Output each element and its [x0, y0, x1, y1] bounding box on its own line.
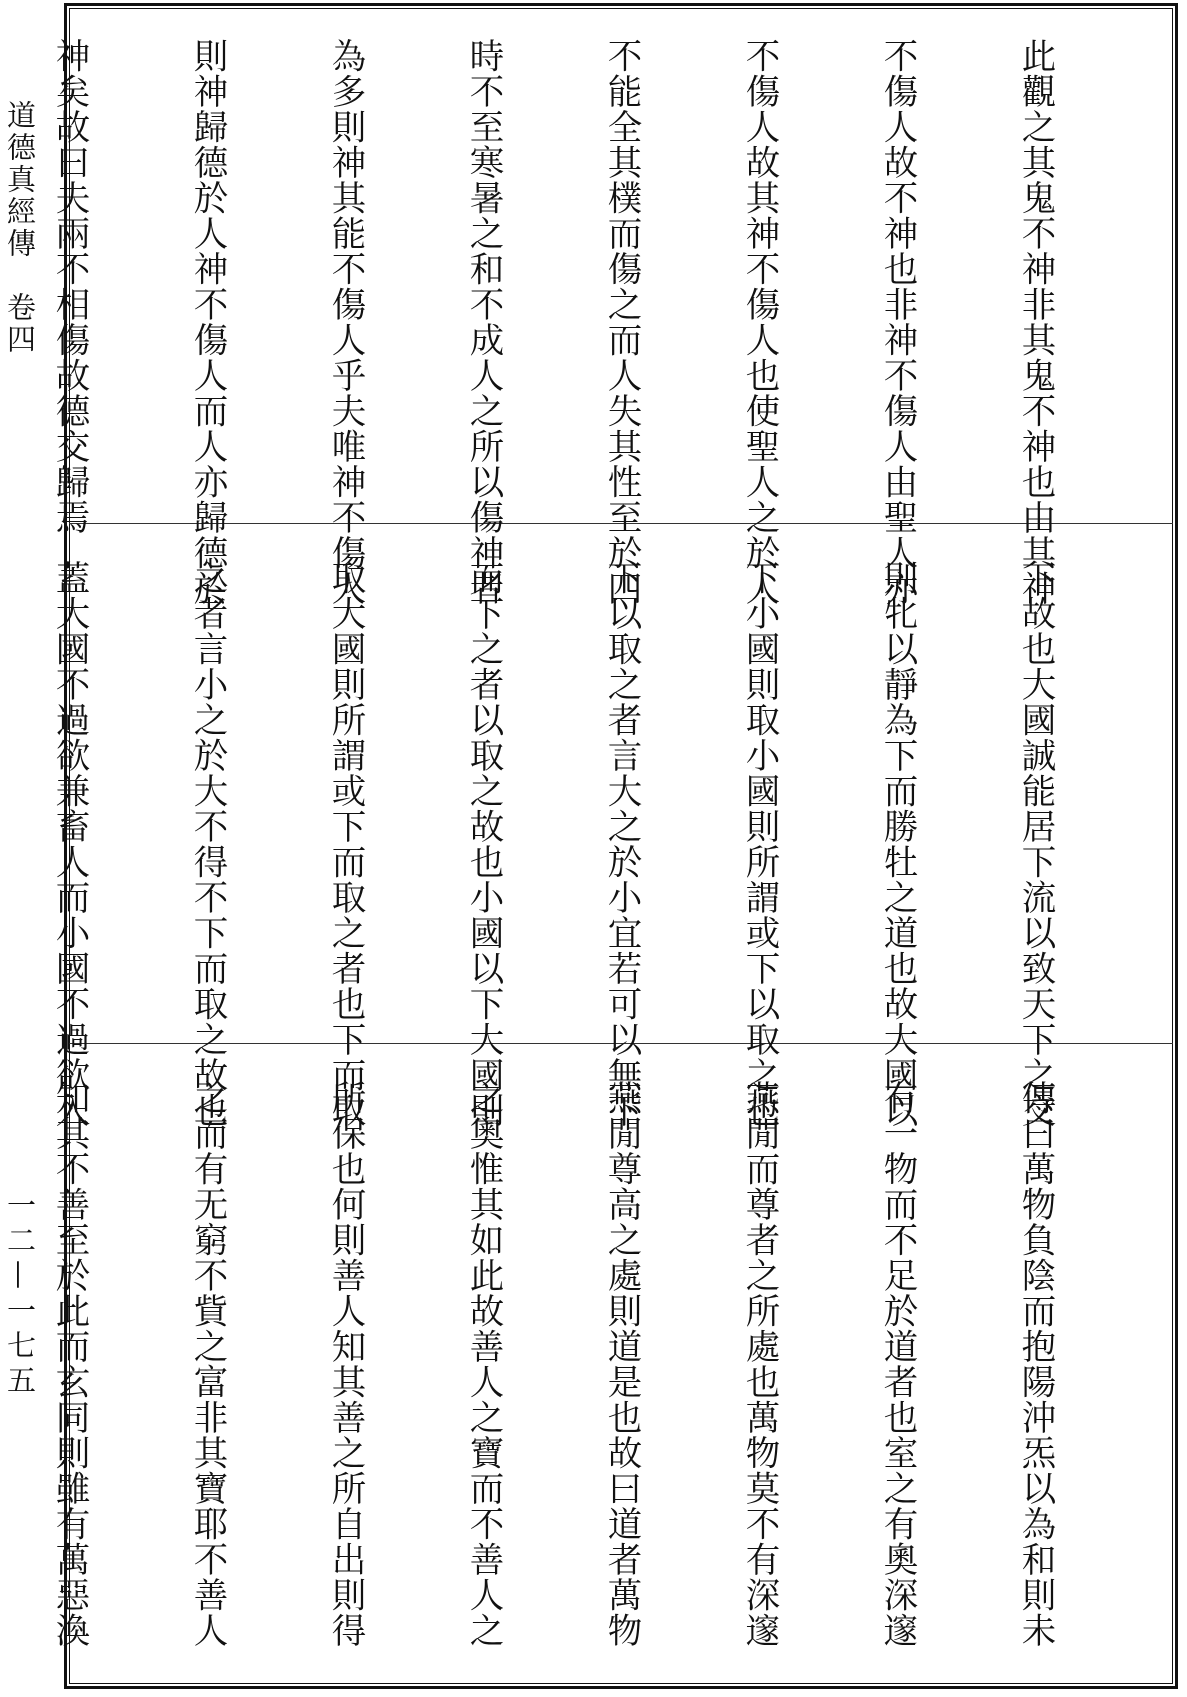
text-column: 則神歸德於人神不傷人而人亦歸德於 [187, 38, 227, 606]
book-title-margin: 道德真經傳 卷四 [3, 100, 37, 356]
text-column: 下以取之者言大之於小宜若可以無下 [601, 560, 641, 1128]
text-column: 為多則神其能不傷人乎夫唯神不傷人 [325, 38, 365, 606]
text-panel-top [49, 38, 1150, 606]
text-column: 燕閒而尊者之所處也萬物莫不有深邃 [739, 1080, 779, 1648]
text-panel-middle [49, 560, 1150, 1128]
text-column: 燕閒尊高之處則道是也故曰道者萬物 [601, 1080, 641, 1648]
panel-text [0, 1080, 1150, 1670]
text-column: 之而有无窮不貲之富非其寶耶不善人 [187, 1080, 227, 1648]
text-column: 之者言小之於大不得不下而取之故也 [187, 560, 227, 1128]
panel-text [0, 560, 1150, 1128]
text-column: 神矣故曰夫兩不相傷故德交歸焉 [49, 38, 89, 535]
text-column: 蓋大國不過欲兼畜人而小國不過欲入 [49, 560, 89, 1128]
text-column: 所保也何則善人知其善之所自出則得 [325, 1080, 365, 1648]
text-column: 之奧惟其如此故善人之寶而不善人之 [463, 1080, 503, 1648]
text-column: 則牝以靜為下而勝牡之道也故大國以 [877, 560, 917, 1128]
text-column: 不能全其樸而傷之而人失其性至於四 [601, 38, 641, 606]
text-column: 有一物而不足於道者也室之有奧深邃 [877, 1080, 917, 1648]
panel-text [0, 38, 1150, 606]
text-column: 不傷人故其神不傷人也使聖人之於人 [739, 38, 779, 606]
text-column: 下故也大國誠能居下流以致天下之交 [1015, 560, 1055, 1128]
page-number-margin: 一二—一七五 [3, 1190, 37, 1400]
text-column: 傳曰萬物負陰而抱陽沖炁以為和則未 [1015, 1080, 1055, 1648]
text-column: 而下之者以取之故也小國以下大國則 [463, 560, 503, 1128]
text-panel-bottom [49, 1080, 1150, 1670]
text-column: 取大國則所謂或下而取之者也下而取 [325, 560, 365, 1128]
text-column: 此觀之其鬼不神非其鬼不神也由其神 [1015, 38, 1055, 606]
text-column: 不傷人故不神也非神不傷人由聖人亦 [877, 38, 917, 606]
text-column: 知其不善至於此而玄同則雖有萬惡渙 [49, 1080, 89, 1648]
text-column: 時不至寒暑之和不成人之所以傷神者 [463, 38, 503, 606]
text-column: 下小國則取小國則所謂或下以取之也 [739, 560, 779, 1128]
